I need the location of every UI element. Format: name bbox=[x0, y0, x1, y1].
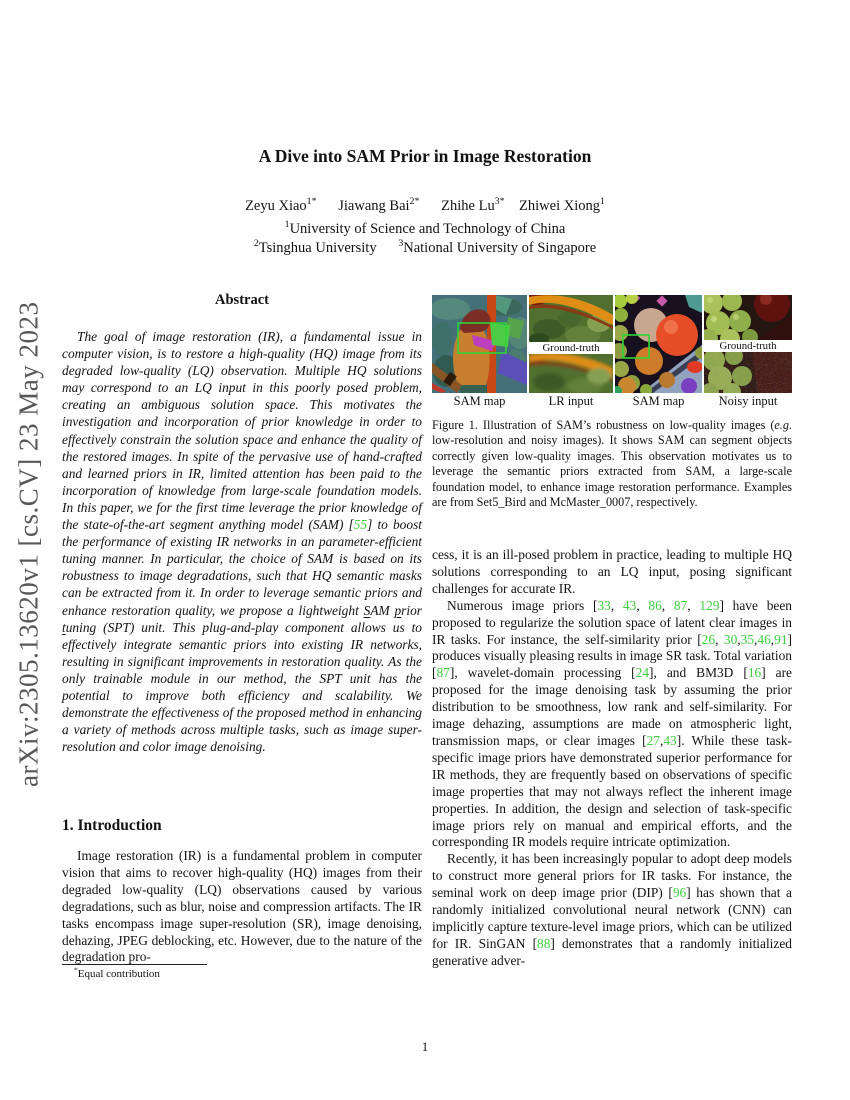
paper-title: A Dive into SAM Prior in Image Restoration bbox=[258, 146, 592, 166]
panel-label-sam-map-2: SAM map bbox=[632, 394, 685, 408]
panel-label-lr-input: LR input bbox=[548, 394, 594, 408]
citation-link[interactable]: 96 bbox=[672, 885, 687, 901]
citation-link[interactable]: 87 bbox=[436, 665, 450, 681]
ground-truth-grapes-crop-image bbox=[704, 295, 792, 340]
ground-truth-label-1: Ground-truth bbox=[529, 342, 613, 354]
ground-truth-label-2: Ground-truth bbox=[704, 340, 792, 352]
citation-link[interactable]: 91 bbox=[774, 631, 788, 647]
page-number: 1 bbox=[421, 1039, 429, 1054]
figure1 bbox=[432, 295, 792, 393]
citation-link[interactable]: 88 bbox=[537, 935, 551, 951]
paragraph-image-priors: Numerous image priors [33, 43, 86, 87, 129] have been proposed to regularize the solution space of latent clear images in IR tasks. For instance, the self-similarity prior [26, 30,35,46,91] produces visually pleasing results in image SR task. Total variation [87], wavelet-domain processing [24], and BM3D [16] are proposed for the image denoising task by assuming the prior distribution to be smoothness, low rank and self-similarity. For image dehazing, assumptions are made on atmospheric light, transmission maps, or clear images [27,43]. While these task-specific image priors have demonstrated superior performance for IR methods, they are frequently based on observations of specific image properties that may not always reflect the inherent image properties. In addition, the design and selection of task-specific image priors rely on manual and empirical efforts, and the corresponding IR models require intricate optimization. bbox=[432, 597, 792, 850]
citation-link[interactable]: 26 bbox=[701, 631, 716, 647]
citation-link[interactable]: 87 bbox=[673, 597, 688, 613]
citation-link[interactable]: 24 bbox=[635, 665, 650, 681]
citation-link[interactable]: 33 bbox=[597, 597, 611, 613]
noisy-input-grapes-crop-image bbox=[704, 352, 792, 393]
author-line: Zeyu Xiao$^{1*}$ Jiawang Bai$^{2*}$ Zhihe $Lu^{3*}$ Zhiwei Xiong$^1$ bbox=[245, 196, 605, 214]
figure1-sam-map-bird bbox=[432, 295, 527, 393]
figure1-bird-crops bbox=[529, 295, 613, 393]
panel-label-noisy-input: Noisy input bbox=[718, 394, 778, 408]
citation-link[interactable]: 55 bbox=[353, 517, 368, 533]
citation-link[interactable]: 30 bbox=[723, 631, 738, 647]
sam-segmentation-fruits-image bbox=[615, 295, 702, 393]
sam-segmentation-bird-image bbox=[432, 295, 527, 393]
figure1-caption: Figure 1. Illustration of SAM’s robustness on low-quality images (e.g. low-resolution and noisy images). It shows SAM can segment objects correctly given low-quality images. This observation motivates us to leverage the semantic priors extracted from SAM, a large-scale foundation model, to enhance image restoration performance. Examples are from Set5_Bird and McMaster_0007, respectively. bbox=[432, 418, 792, 510]
right-column-body bbox=[432, 547, 792, 970]
citation-link[interactable]: 129 bbox=[699, 597, 720, 613]
panel-label-sam-map-1: SAM map bbox=[453, 394, 506, 408]
footnote-rule bbox=[62, 964, 207, 965]
citation-link[interactable]: 46 bbox=[757, 631, 771, 647]
citation-link[interactable]: 27 bbox=[646, 732, 660, 748]
figure1-sam-map-fruits bbox=[615, 295, 702, 393]
section-heading-introduction: 1. Introduction bbox=[62, 817, 162, 834]
figure1-fruit-crops bbox=[704, 295, 792, 393]
lr-input-bird-crop-image bbox=[529, 354, 613, 393]
figure1-panel-labels bbox=[432, 394, 792, 409]
affiliation-line-1: $^1$University of Science and Technology of China bbox=[284, 219, 566, 237]
abstract-heading: Abstract bbox=[215, 292, 269, 308]
paragraph-deep-priors: Recently, it has been increasingly popular to adopt deep models to construct more general priors for IR tasks. For instance, the seminal work on deep image prior (DIP) [96] has shown that a randomly initialized convolutional neural network (CNN) can implicitly capture texture-level image priors, which can be utilized for IR. SinGAN [88] demonstrates that a randomly initialized generative adver- bbox=[432, 851, 792, 968]
affiliation-line-2: $^2$Tsinghua University $^3$National University of Singapore bbox=[253, 238, 597, 256]
ground-truth-bird-crop-image bbox=[529, 295, 613, 342]
citation-link[interactable]: 16 bbox=[747, 665, 762, 681]
citation-link[interactable]: 86 bbox=[648, 597, 662, 613]
paragraph-continued: cess, it is an ill-posed problem in practice, leading to multiple HQ solutions corresponding to an LQ input, posing significant challenges for accurate IR. bbox=[432, 547, 792, 596]
footnote bbox=[62, 964, 422, 980]
footnote-text: *Equal contribution bbox=[74, 965, 160, 980]
citation-link[interactable]: 43 bbox=[622, 597, 637, 613]
citation-link[interactable]: 35 bbox=[740, 631, 755, 647]
citation-link[interactable]: 43 bbox=[663, 732, 677, 748]
abstract-paragraph: The goal of image restoration (IR), a fundamental issue in computer vision, is to restore a high-quality (HQ) image from its degraded low-quality (LQ) observation. Multiple HQ solutions may correspond to an LQ input in this poorly posed problem, creating an ambiguous solution space. This motivates the investigation and incorporation of prior knowledge in order to effectively constrain the solution space and enhance the quality of the restored images. In spite of the pervasive use of hand-crafted and learned priors in IR, limited attention has been paid to the incorporation of knowledge from large-scale foundation models. In this paper, we for the first time leverage the prior knowledge of the state-of-the-art segment anything model (SAM) [55] to boost the performance of existing IR networks in an parameter-efficient tuning manner. In particular, the choice of SAM is based on its robustness to image degradations, such that HQ semantic masks can be extracted from it. In order to leverage semantic priors and enhance restoration quality, we propose a lightweight SAM prior tuning (SPT) unit. This plug-and-play component allows us to effectively integrate semantic priors into existing IR networks, resulting in significant improvements in restoration quality. As the only trainable module in our method, the SPT unit has the potential to improve both efficiency and scalability. We demonstrate the effectiveness of the proposed method in enhancing a variety of methods across multiple tasks, such as image super-resolution and color image denoising. bbox=[62, 329, 423, 755]
introduction-paragraph: Image restoration (IR) is a fundamental problem in computer vision that aims to recover high-quality (HQ) images from their degraded low-quality (LQ) observations caused by various degradations, such as blur, noise and compression artifacts. The IR tasks encompass image super-resolution (SR), image denoising, dehazing, JPEG deblocking, etc. However, due to the nature of the degradation pro- bbox=[62, 848, 422, 965]
arxiv-watermark: arXiv:2305.13620v1 [cs.CV] 23 May 2023 bbox=[13, 301, 44, 787]
